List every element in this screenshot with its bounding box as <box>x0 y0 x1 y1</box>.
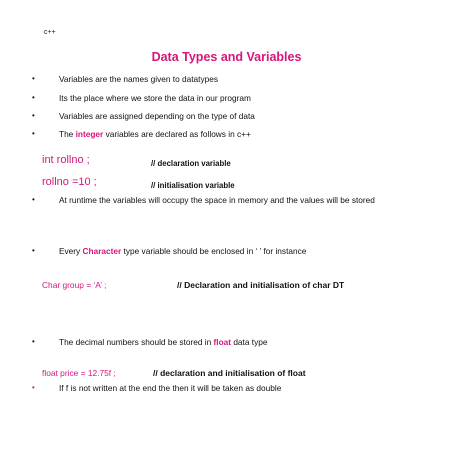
code-comment <box>153 363 306 381</box>
bullet-item <box>32 111 419 121</box>
language-tag: c++ <box>44 29 56 36</box>
bullet-text: Its the place where we store the data in our program <box>59 93 251 103</box>
text-before: The decimal numbers should be stored in <box>59 337 214 347</box>
bullet-text <box>59 129 419 139</box>
bullet-item-float <box>32 337 419 347</box>
bullet-item <box>32 93 419 103</box>
code-snippet: rollno =10 ; <box>42 176 97 188</box>
text-before: The <box>59 129 76 139</box>
text-before: Every <box>59 246 83 256</box>
bullet-text: At runtime the variables will occupy the space in memory and the values will be stored <box>59 195 375 205</box>
text-after: type variable should be enclosed in ‘ ’ for instance <box>121 246 307 256</box>
bullet-text <box>59 246 419 256</box>
comment-text: // declaration variable <box>151 159 231 168</box>
text-after: variables are declared as follows in c++ <box>103 129 251 139</box>
keyword-integer: integer <box>75 129 104 139</box>
comment-text: // Declaration and initialisation of char DT <box>177 280 345 290</box>
page-title: Data Types and Variables <box>151 50 302 64</box>
bullet-text <box>59 337 419 347</box>
bullet-icon: • <box>32 383 35 392</box>
bullet-icon: • <box>32 246 35 255</box>
code-comment <box>177 275 344 293</box>
comment-text: // declaration and initialisation of float <box>153 368 306 378</box>
code-snippet: Char group = ‘A’ ; <box>42 280 107 290</box>
keyword-float: float <box>213 337 232 347</box>
bullet-text: If f is not written at the end the then it will be taken as double <box>59 383 282 393</box>
code-comment <box>151 153 231 171</box>
bullet-icon: • <box>32 111 35 120</box>
code-line-float <box>42 363 116 381</box>
bullet-icon: • <box>32 337 35 346</box>
code-line-char <box>42 275 106 293</box>
code-comment <box>151 175 235 193</box>
bullet-icon: • <box>32 129 35 138</box>
bullet-item-double <box>32 383 419 393</box>
bullet-text: Variables are assigned depending on the type of data <box>59 111 255 121</box>
bullet-item-integer <box>32 129 419 139</box>
bullet-item <box>32 74 419 84</box>
code-snippet: float price = 12.75f ; <box>42 368 116 378</box>
code-line-initialisation <box>42 172 97 190</box>
keyword-character: Character <box>82 246 122 256</box>
bullet-icon: • <box>32 93 35 102</box>
comment-text: // initialisation variable <box>151 181 235 190</box>
text-after: data type <box>231 337 268 347</box>
code-line-declaration <box>42 150 90 168</box>
code-snippet: int rollno ; <box>42 154 90 166</box>
bullet-item-runtime <box>32 195 404 205</box>
bullet-icon: • <box>32 195 35 204</box>
bullet-item-character <box>32 246 419 256</box>
bullet-text: Variables are the names given to datatypes <box>59 74 218 84</box>
bullet-icon: • <box>32 74 35 83</box>
